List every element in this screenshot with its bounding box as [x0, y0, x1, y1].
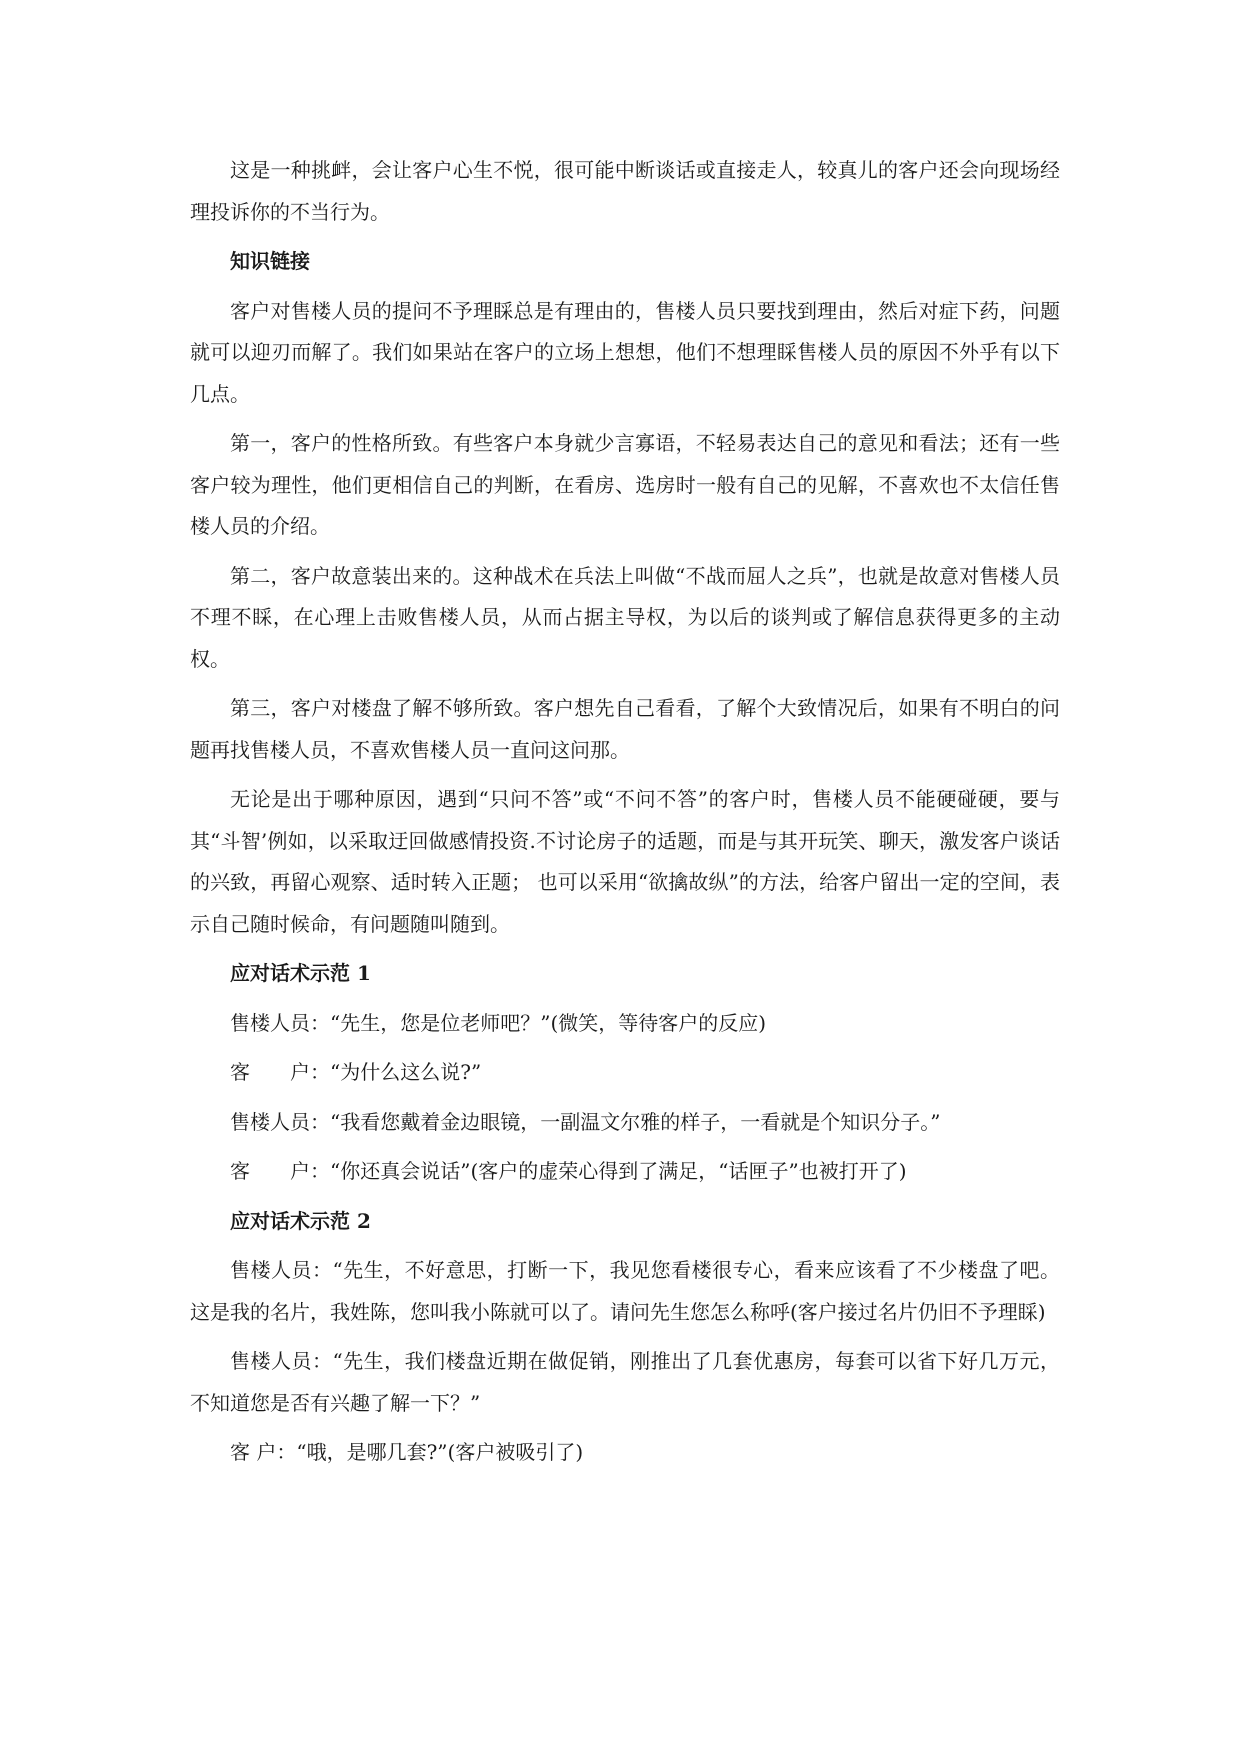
dialog-paragraph: 售楼人员：“先生，我们楼盘近期在做促销，刚推出了几套优惠房，每套可以省下好几万元，不知道您是否有兴趣了解一下？” [190, 1349, 1060, 1415]
dialog-line: 售楼人员：“先生，您是位老师吧？”(微笑，等待客户的反应) [230, 1010, 767, 1035]
paragraph: 第三，客户对楼盘了解不够所致。客户想先自己看看，了解个大致情况后，如果有不明白的问题再找售楼人员，不喜欢售楼人员一直问这问那。 [190, 696, 1060, 762]
paragraph: 第二，客户故意装出来的。这种战术在兵法上叫做“不战而屈人之兵”，也就是故意对售楼人员不理不睬，在心理上击败售楼人员，从而占据主导权，为以后的谈判或了解信息获得更多的主动权。 [190, 563, 1060, 671]
dialog-line: 客 户：“为什么这么说?” [230, 1060, 482, 1084]
dialog-line: 客 户：“你还真会说话”(客户的虚荣心得到了满足，“话匣子”也被打开了) [230, 1159, 907, 1183]
paragraph: 客户对售楼人员的提问不予理睬总是有理由的，售楼人员只要找到理由，然后对症下药，问题就可以迎刃而解了。我们如果站在客户的立场上想想，他们不想理睬售楼人员的原因不外乎有以下几点。 [190, 298, 1060, 406]
section-heading-knowledge-link: 知识链接 [230, 249, 310, 273]
dialog-line: 客 户：“哦，是哪几套?”(客户被吸引了) [230, 1440, 584, 1464]
paragraph: 无论是出于哪种原因，遇到“只问不答”或“不问不答”的客户时，售楼人员不能硬碰硬，要与其“斗智’例如，以采取迂回做感情投资.不讨论房子的适题，而是与其开玩笑、聊天，激发客户谈话的兴致，再留心观察、适时转入正题； 也可以采用“欲擒故纵”的方法，给客户留出一定的空间，表示自己随时候命，有问题随叫随到。 [190, 787, 1060, 936]
section-heading-script-example-2: 应对话术示范 2 [230, 1208, 371, 1233]
dialog-line: 售楼人员：“我看您戴着金边眼镜，一副温文尔雅的样子，一看就是个知识分子。” [230, 1109, 941, 1134]
paragraph: 第一，客户的性格所致。有些客户本身就少言寡语，不轻易表达自己的意见和看法；还有一些客户较为理性，他们更相信自己的判断，在看房、选房时一般有自己的见解，不喜欢也不太信任售楼人员的介绍。 [190, 431, 1060, 538]
paragraph: 这是一种挑衅，会让客户心生不悦，很可能中断谈话或直接走人，较真儿的客户还会向现场经理投诉你的不当行为。 [190, 158, 1060, 224]
section-heading-script-example-1: 应对话术示范 1 [230, 961, 371, 985]
document-body [190, 150, 1060, 1482]
dialog-paragraph: 售楼人员：“先生，不好意思，打断一下，我见您看楼很专心，看来应该看了不少楼盘了吧。这是我的名片，我姓陈，您叫我小陈就可以了。请问先生您怎么称呼(客户接过名片仍旧不予理睬) [190, 1258, 1060, 1324]
